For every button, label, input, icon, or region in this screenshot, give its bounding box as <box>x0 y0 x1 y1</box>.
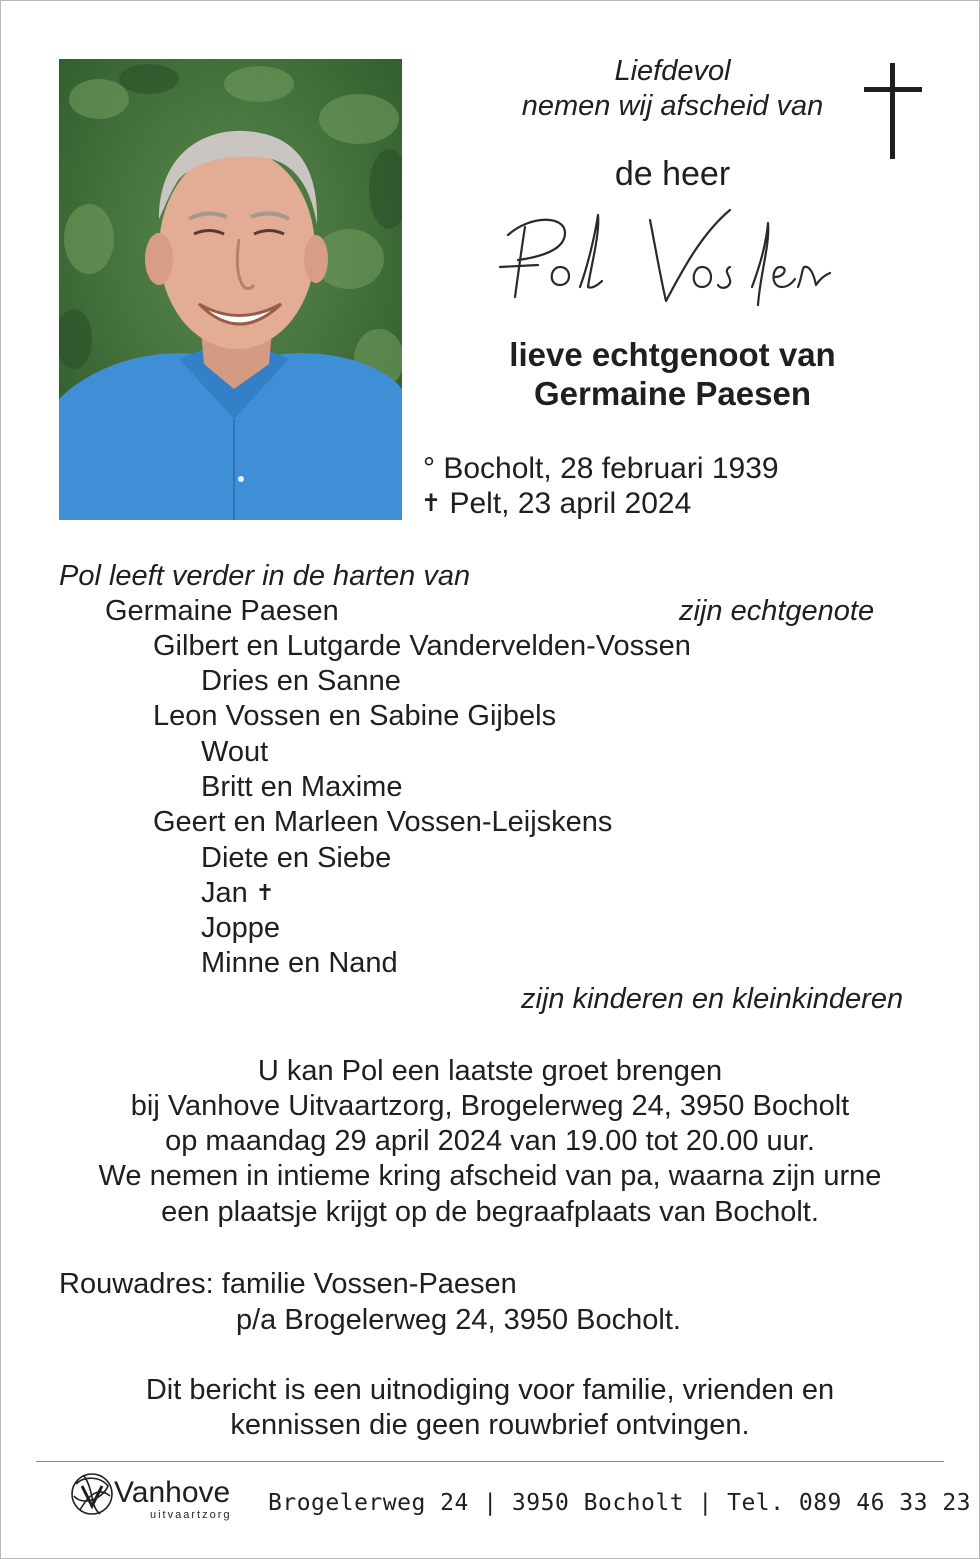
portrait-photo <box>59 59 402 520</box>
family-member: Dries en Sanne <box>201 665 401 697</box>
birth-date: ° Bocholt, 28 februari 1939 <box>423 452 779 485</box>
intro-line-2: nemen wij afscheid van <box>521 90 824 122</box>
family-member: Geert en Marleen Vossen-Leijskens <box>153 806 613 838</box>
visitation-line: U kan Pol een laatste groet brengen <box>257 1055 723 1087</box>
family-member: Diete en Siebe <box>201 842 392 874</box>
visitation-line: op maandag 29 april 2024 van 19.00 tot 20.00 uur. <box>165 1125 815 1157</box>
death-date: Pelt, 23 april 2024 <box>449 487 692 520</box>
footer-contact: Brogelerweg 24 | 3950 Bocholt | Tel. 089 46 33 23 <box>268 1490 972 1516</box>
family-member: Minne en Nand <box>201 947 398 979</box>
title-de-heer: de heer <box>614 155 731 193</box>
family-member-row <box>201 877 274 910</box>
spouse-line-1: lieve echtgenoot van <box>509 336 836 373</box>
spouse-line-2: Germaine Paesen <box>534 375 811 412</box>
family-member: Joppe <box>201 912 281 944</box>
address-line-2: p/a Brogelerweg 24, 3950 Bocholt. <box>236 1304 681 1336</box>
small-cross-icon: ✝ <box>421 490 442 517</box>
family-spouse: Germaine Paesen <box>105 595 339 627</box>
logo-subtitle: uitvaartzorg <box>150 1509 232 1521</box>
visitation-line: We nemen in intieme kring afscheid van pa, waarna zijn urne <box>98 1160 882 1192</box>
notice-line: kennissen die geen rouwbrief ontvingen. <box>230 1409 750 1441</box>
family-member: Leon Vossen en Sabine Gijbels <box>153 700 557 732</box>
visitation-line: bij Vanhove Uitvaartzorg, Brogelerweg 24, 3950 Bocholt <box>130 1090 850 1122</box>
footer-divider <box>36 1461 944 1462</box>
cross-icon <box>862 63 926 159</box>
name-signature <box>430 205 915 315</box>
logo-name: Vanhove <box>114 1476 231 1509</box>
family-member: Jan <box>201 877 248 909</box>
family-member: Wout <box>201 736 269 768</box>
portrait-illustration <box>59 59 402 520</box>
family-spouse-role: zijn echtgenote <box>679 595 875 627</box>
visitation-line: een plaatsje krijgt op de begraafplaats van Bocholt. <box>161 1196 819 1228</box>
family-children-role: zijn kinderen en kleinkinderen <box>521 983 904 1015</box>
notice-line: Dit bericht is een uitnodiging voor familie, vrienden en <box>145 1374 835 1406</box>
family-intro: Pol leeft verder in de harten van <box>59 560 471 592</box>
vanhove-logo <box>64 1466 254 1528</box>
family-member: Britt en Maxime <box>201 771 403 803</box>
intro-line-1: Liefdevol <box>614 55 731 87</box>
small-cross-icon: ✝ <box>255 880 275 905</box>
address-line-1: Rouwadres: familie Vossen-Paesen <box>59 1268 517 1300</box>
family-member: Gilbert en Lutgarde Vandervelden-Vossen <box>153 630 691 662</box>
death-date-row <box>421 487 691 521</box>
signature-drawing <box>430 205 915 315</box>
